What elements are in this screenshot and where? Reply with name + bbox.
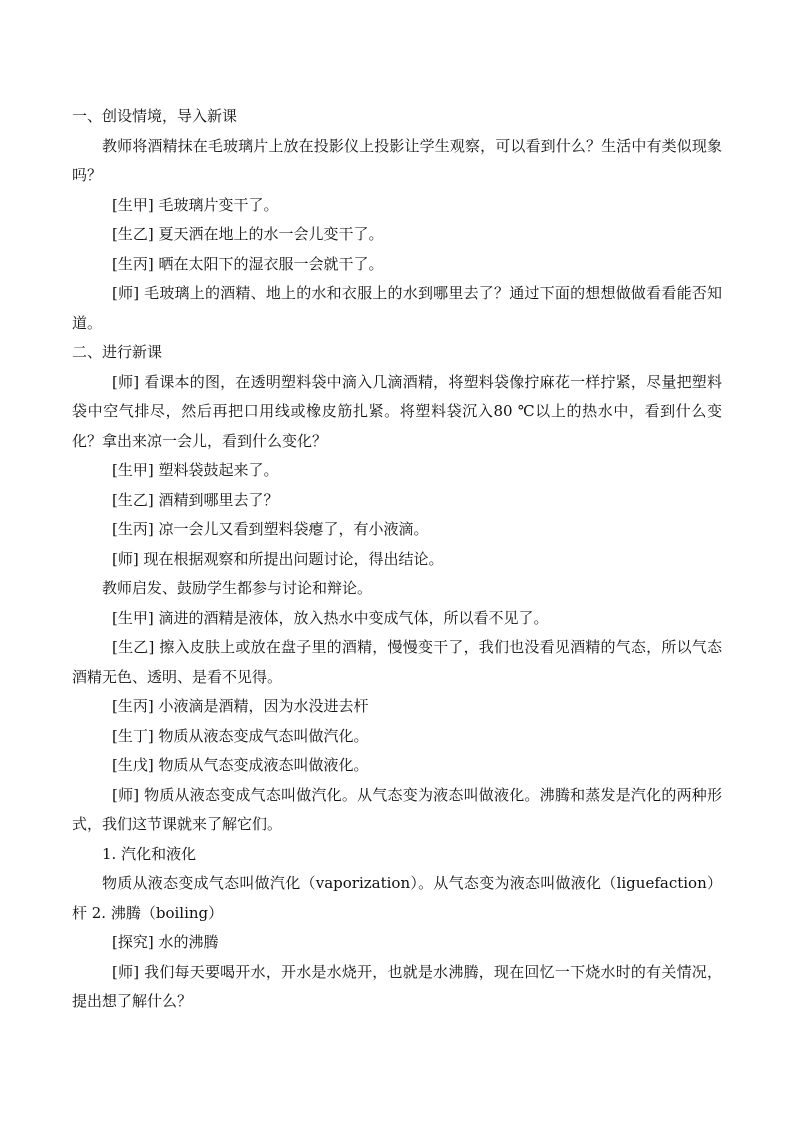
paragraph: 物质从液态变成气态叫做汽化（vaporization）。从气态变为液态叫做液化（liguefaction）杆 2. 沸腾（boiling） — [72, 874, 722, 922]
paragraph: [师] 我们每天要喝开水，开水是水烧开，也就是水沸腾，现在回忆一下烧水时的有关情况，提出想了解什么？ — [72, 962, 722, 1010]
paragraph: [探究] 水的沸腾 — [112, 933, 219, 951]
paragraph: [生甲] 塑料袋鼓起来了。 — [112, 461, 279, 479]
paragraph: [生甲] 毛玻璃片变干了。 — [112, 195, 279, 214]
paragraph: [生甲] 滴进的酒精是液体，放入热水中变成气体，所以看不见了。 — [112, 608, 549, 627]
paragraph: [生乙] 夏天洒在地上的水一会儿变干了。 — [112, 225, 384, 243]
paragraph: [师] 现在根据观察和所提出问题讨论，得出结论。 — [112, 549, 444, 568]
paragraph: [生丙] 凉一会儿又看到塑料袋瘪了，有小液滴。 — [112, 520, 429, 538]
paragraph: [师] 物质从液态变成气态叫做汽化。从气态变为液态叫做液化。沸腾和蒸发是汽化的两种形式，我们这节课就来了解它们。 — [72, 785, 722, 833]
section-heading: 二、进行新课 — [72, 343, 163, 361]
paragraph: [生戊] 物质从气态变成液态叫做液化。 — [112, 756, 369, 774]
paragraph: [生丁] 物质从液态变成气态叫做汽化。 — [112, 726, 369, 745]
paragraph: [师] 看课本的图，在透明塑料袋中滴入几滴酒精，将塑料袋像拧麻花一样拧紧，尽量把塑料袋中空气排尽，然后再把口用线或橡皮筋扎紧。将塑料袋沉入80 ℃以上的热水中，看到什么变化？拿出来凉一会儿，看到什么变化？ — [72, 372, 722, 450]
paragraph: 1. 汽化和液化 — [102, 844, 197, 863]
paragraph: 教师启发、鼓励学生都参与讨论和辩论。 — [102, 579, 373, 597]
paragraph: [生丙] 晒在太阳下的湿衣服一会就干了。 — [112, 254, 384, 273]
paragraph: 教师将酒精抹在毛玻璃片上放在投影仪上投影让学生观察，可以看到什么？生活中有类似现象吗？ — [72, 136, 722, 184]
paragraph: [生乙] 擦入皮肤上或放在盘子里的酒精，慢慢变干了，我们也没看见酒精的气态，所以气态酒精无色、透明、是看不见得。 — [72, 638, 722, 686]
section-heading: 一、创设情境，导入新课 — [72, 107, 238, 125]
paragraph: [生丙] 小液滴是酒精，因为水没进去杆 — [112, 697, 369, 715]
paragraph: [师] 毛玻璃上的酒精、地上的水和衣服上的水到哪里去了？通过下面的想想做做看看能否知道。 — [72, 284, 722, 332]
document-body — [72, 102, 722, 1017]
paragraph: [生乙] 酒精到哪里去了？ — [112, 490, 279, 509]
